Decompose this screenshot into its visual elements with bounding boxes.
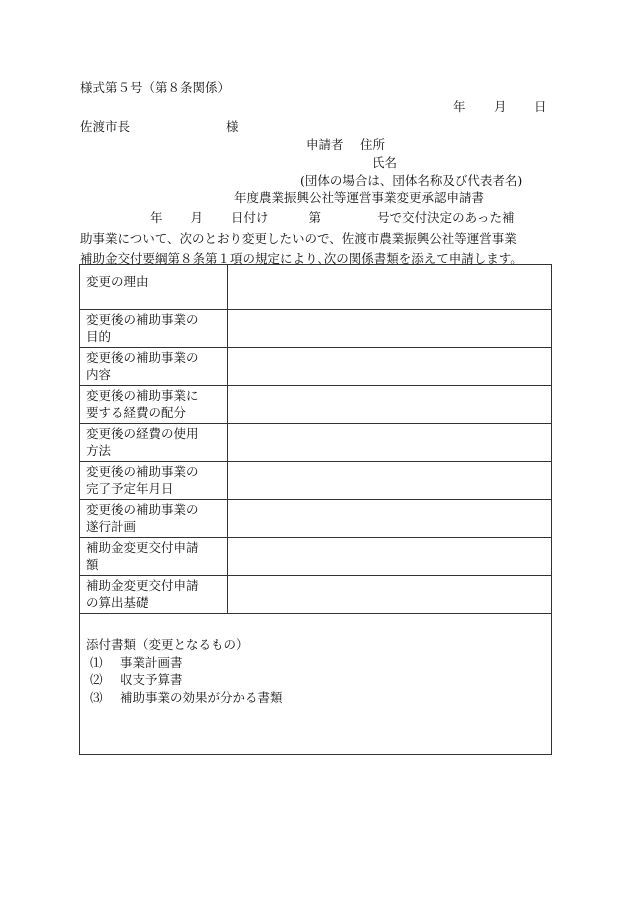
- addressee-honorific: 様: [226, 119, 239, 134]
- attachments-heading: 添付書類（変更となるもの）: [86, 637, 249, 652]
- table-row: [80, 614, 552, 755]
- body-line-2: 助事業について、次のとおり変更したいので、佐渡市農業振興公社等運営事業: [80, 230, 517, 246]
- purpose-field[interactable]: [228, 310, 552, 348]
- expense-allocation-field[interactable]: [228, 386, 552, 424]
- applicant-address-label: 住所: [360, 137, 386, 152]
- row-label: 変更後の補助事業の 完了予定年月日: [80, 462, 228, 500]
- attachments-cell: [80, 614, 552, 755]
- row-label: 変更の理由: [80, 265, 228, 310]
- body-line-1-rest: 号で交付決定のあった補: [377, 210, 515, 225]
- table-row: [80, 265, 552, 310]
- addressee-name: 佐渡市長: [80, 119, 131, 134]
- applicant-note: (団体の場合は、団体名称及び代表者名): [300, 173, 523, 188]
- applicant-name-label: 氏名: [372, 155, 398, 170]
- row-label: 補助金変更交付申請 の算出基礎: [80, 576, 228, 614]
- reason-field[interactable]: [228, 265, 552, 310]
- row-label: 変更後の補助事業の 遂行計画: [80, 500, 228, 538]
- attachment-item: ⑵ 収支予算書: [90, 672, 183, 687]
- completion-date-field[interactable]: [228, 462, 552, 500]
- body-dai: 第: [308, 210, 322, 225]
- table-row: [80, 310, 552, 348]
- table-row: [80, 424, 552, 462]
- body-day-grant: 日付け: [231, 210, 269, 225]
- attachment-item: ⑶ 補助事業の効果が分かる書類: [90, 689, 283, 705]
- body-paragraph: [80, 208, 555, 270]
- application-form-table: [79, 264, 552, 755]
- attachment-item: ⑴ 事業計画書: [90, 654, 183, 670]
- table-row: [80, 538, 552, 576]
- body-month: 月: [190, 210, 204, 225]
- document-title: 年度農業振興公社等運営事業変更承認申請書: [234, 190, 485, 205]
- body-line-3: 補助金交付要綱第８条第１項の規定により､次の関係書類を添えて申請します。: [80, 251, 523, 266]
- calculation-basis-field[interactable]: [228, 576, 552, 614]
- applicant-label: 申請者: [306, 137, 344, 152]
- date-month-label: 月: [494, 99, 507, 114]
- table-row: [80, 462, 552, 500]
- row-label: 変更後の補助事業に 要する経費の配分: [80, 386, 228, 424]
- row-label: 変更後の補助事業の 目的: [80, 310, 228, 348]
- row-label: 変更後の経費の使用 方法: [80, 424, 228, 462]
- body-line-1: [80, 208, 555, 229]
- table-row: [80, 386, 552, 424]
- date-day-label: 日: [534, 99, 547, 114]
- date-year-label: 年: [453, 99, 466, 114]
- table-row: [80, 576, 552, 614]
- row-label: 補助金変更交付申請 額: [80, 538, 228, 576]
- form-number: 様式第５号（第８条関係）: [80, 80, 231, 95]
- execution-plan-field[interactable]: [228, 500, 552, 538]
- body-year: 年: [150, 210, 163, 225]
- expense-usage-field[interactable]: [228, 424, 552, 462]
- content-field[interactable]: [228, 348, 552, 386]
- table-row: [80, 348, 552, 386]
- row-label: 変更後の補助事業の 内容: [80, 348, 228, 386]
- table-row: [80, 500, 552, 538]
- grant-amount-field[interactable]: [228, 538, 552, 576]
